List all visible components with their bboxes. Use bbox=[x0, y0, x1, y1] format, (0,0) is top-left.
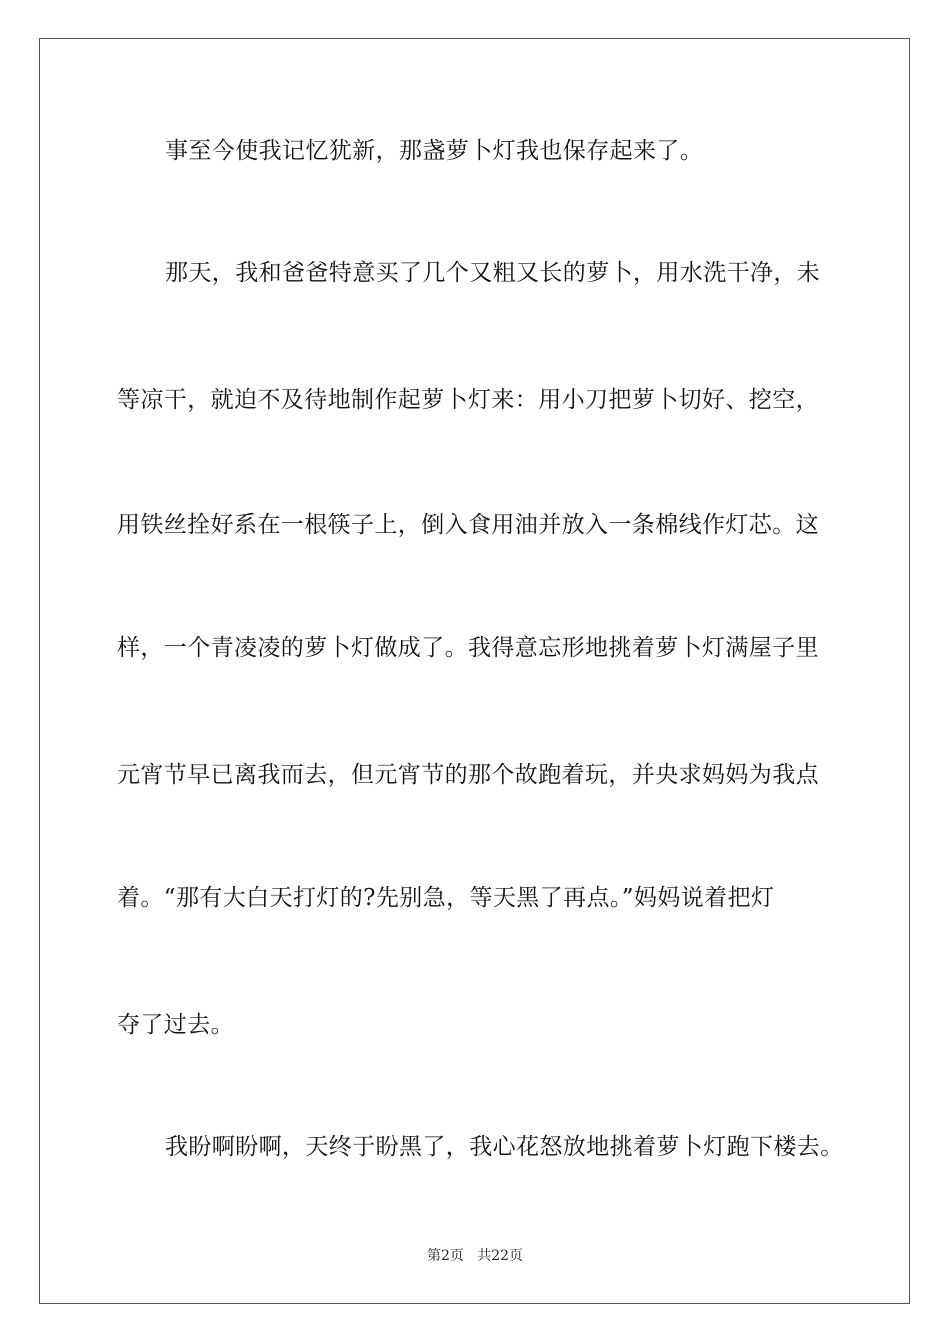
paragraph-line: 样，一个青凌凌的萝卜灯做成了。我得意忘形地挑着萝卜灯满屋子里 bbox=[117, 635, 819, 661]
page-border bbox=[39, 38, 910, 1304]
paragraph-line: 夺了过去。 bbox=[117, 1012, 234, 1038]
paragraph-line: 事至今使我记忆犹新，那盏萝卜灯我也保存起来了。 bbox=[165, 138, 704, 164]
paragraph-line: 等凉干，就迫不及待地制作起萝卜灯来：用小刀把萝卜切好、挖空， bbox=[117, 387, 819, 413]
page-number-footer: 第2页 共22页 bbox=[426, 1248, 524, 1264]
paragraph-line: 元宵节早已离我而去，但元宵节的那个故跑着玩，并央求妈妈为我点 bbox=[117, 762, 819, 788]
paragraph-line: 用铁丝拴好系在一根筷子上，倒入食用油并放入一条棉线作灯芯。这 bbox=[117, 512, 819, 538]
paragraph-line: 那天，我和爸爸特意买了几个又粗又长的萝卜，用水洗干净，未 bbox=[165, 260, 821, 286]
paragraph-line: 着。“那有大白天打灯的?先别急，等天黑了再点。”妈妈说着把灯 bbox=[117, 885, 775, 911]
paragraph-line: 我盼啊盼啊，天终于盼黑了，我心花怒放地挑着萝卜灯跑下楼去。 bbox=[165, 1134, 844, 1160]
